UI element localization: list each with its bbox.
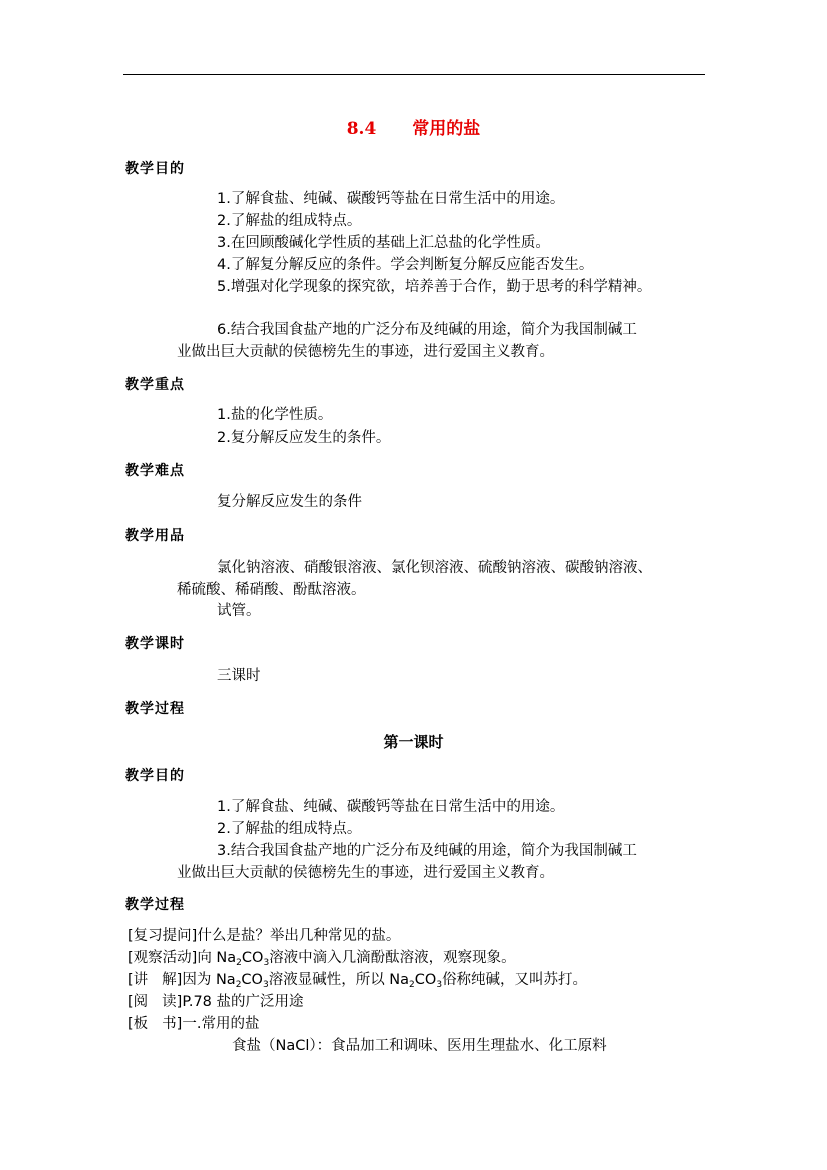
supplies-line: 氯化钠溶液、硝酸银溶液、氯化钡溶液、硫酸钠溶液、碳酸钠溶液、	[217, 560, 652, 576]
goal-item: 1.了解食盐、纯碱、碳酸钙等盐在日常生活中的用途。	[217, 191, 565, 207]
heading-hours: 教学课时	[125, 636, 185, 652]
heading-goals: 教学目的	[125, 161, 185, 177]
formula-text: CO	[241, 950, 264, 966]
board-tag-close: 书]	[162, 1016, 183, 1032]
explain-text: 因为 Na	[182, 972, 236, 988]
formula-subscript: 3	[262, 980, 269, 990]
review-text: 什么是盐？举出几种常见的盐。	[197, 928, 401, 944]
formula-subscript: 3	[436, 980, 443, 990]
board-tag-open: [板	[128, 1016, 149, 1032]
read-tag-close: 读]	[162, 994, 183, 1010]
board-detail: 食盐（NaCl）：食品加工和调味、医用生理盐水、化工原料	[232, 1038, 607, 1054]
formula-text: CO	[241, 972, 263, 988]
formula-subscript: 3	[263, 958, 270, 968]
section-title: 常用的盐	[412, 119, 481, 139]
key-point-item: 1.盐的化学性质。	[217, 407, 333, 423]
review-line	[128, 924, 400, 945]
goal-item: 5.增强对化学现象的探究欲，培养善于合作，勤于思考的科学精神。	[217, 279, 652, 295]
explain-tag-close: 解]	[162, 972, 183, 988]
lesson-goal-item-cont: 业做出巨大贡献的侯德榜先生的事迹，进行爱国主义教育。	[177, 865, 554, 881]
heading-key-points: 教学重点	[125, 377, 185, 393]
board-line	[128, 1012, 259, 1033]
formula-subscript: 2	[235, 980, 242, 990]
review-tag: [复习提问]	[128, 928, 198, 944]
heading-lesson-goals: 教学目的	[125, 768, 185, 784]
goal-item: 4.了解复分解反应的条件。学会判断复分解反应能否发生。	[217, 257, 594, 273]
explain-tag-open: [讲	[128, 972, 149, 988]
observe-line	[128, 946, 516, 967]
heading-supplies: 教学用品	[125, 528, 185, 544]
formula-text: CO	[414, 972, 437, 988]
header-rule	[123, 74, 705, 75]
lesson-goal-item: 1.了解食盐、纯碱、碳酸钙等盐在日常生活中的用途。	[217, 799, 565, 815]
section-number: 8.4	[346, 119, 377, 139]
formula-text: 向 Na	[197, 950, 237, 966]
observe-tag: [观察活动]	[128, 950, 198, 966]
heading-process: 教学过程	[125, 701, 185, 717]
heading-difficulties: 教学难点	[125, 463, 185, 479]
goal-item: 3.在回顾酸碱化学性质的基础上汇总盐的化学性质。	[217, 235, 550, 251]
supplies-line: 试管。	[217, 603, 261, 619]
goal-item-cont: 业做出巨大贡献的侯德榜先生的事迹，进行爱国主义教育。	[177, 344, 554, 360]
explain-text: 溶液显碱性，所以 Na	[268, 972, 410, 988]
difficulty-item: 复分解反应发生的条件	[217, 494, 362, 510]
hours-value: 三课时	[217, 668, 261, 684]
read-text: P.78 盐的广泛用途	[182, 994, 304, 1010]
lesson-goal-item: 2.了解盐的组成特点。	[217, 821, 362, 837]
lesson-goal-item: 3.结合我国食盐产地的广泛分布及纯碱的用途，简介为我国制碱工	[217, 843, 637, 859]
read-line	[128, 990, 304, 1011]
lesson-title: 第一课时	[383, 733, 444, 751]
formula-subscript: 2	[236, 958, 242, 968]
board-text: 一.常用的盐	[182, 1016, 260, 1032]
supplies-line: 稀硫酸、稀硝酸、酚酞溶液。	[177, 582, 366, 598]
goal-item: 2.了解盐的组成特点。	[217, 213, 362, 229]
observe-text: 溶液中滴入几滴酚酞溶液，观察现象。	[269, 950, 516, 966]
explain-line	[128, 968, 587, 989]
key-point-item: 2.复分解反应发生的条件。	[217, 430, 391, 446]
explain-text: 俗称纯碱，又叫苏打。	[442, 972, 588, 988]
formula-subscript: 2	[409, 980, 415, 990]
heading-lesson-process: 教学过程	[125, 897, 185, 913]
read-tag-open: [阅	[128, 994, 149, 1010]
goal-item: 6.结合我国食盐产地的广泛分布及纯碱的用途，简介为我国制碱工	[217, 322, 637, 338]
page-title	[0, 114, 827, 139]
